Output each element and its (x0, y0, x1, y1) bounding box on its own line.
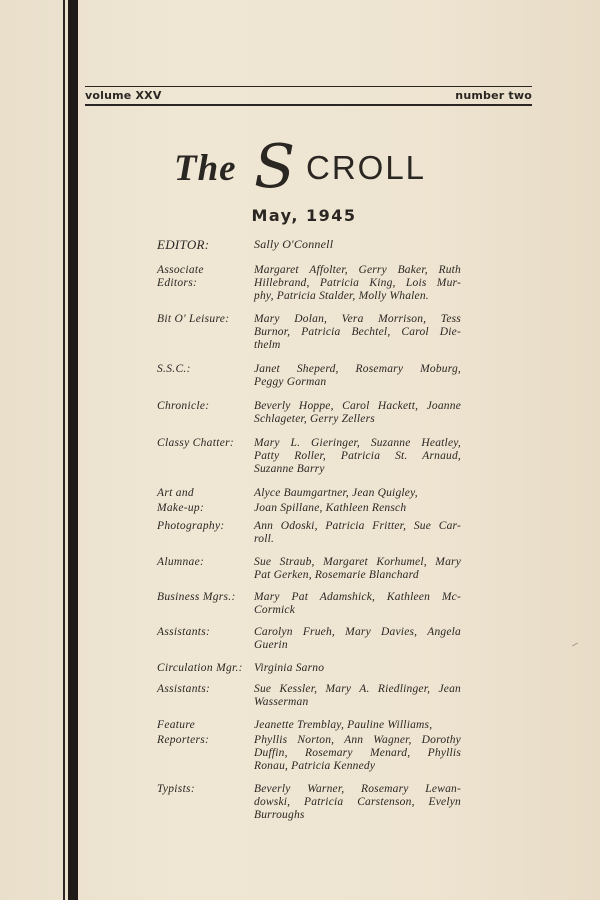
staff-names (254, 719, 461, 732)
staff-role-line: Photography: (157, 520, 225, 532)
staff-role (157, 683, 257, 696)
staff-role-line: S.S.C.: (157, 363, 191, 375)
staff-entry (157, 363, 467, 389)
staff-entry (157, 683, 467, 709)
staff-names (254, 626, 461, 652)
staff-role-line: Art and (157, 487, 194, 499)
staff-names-line: Mary L. Gieringer, Suzanne Heatley, (254, 437, 461, 449)
staff-entry (157, 591, 467, 617)
staff-role (157, 734, 257, 747)
staff-names-line: Duffin, Rosemary Menard, Phyllis (254, 747, 461, 759)
staff-names (254, 556, 461, 582)
staff-names-line: Pat Gerken, Rosemarie Blanchard (254, 569, 419, 581)
staff-entry (157, 437, 467, 476)
staff-names (254, 264, 461, 303)
staff-role-line: Circulation Mgr.: (157, 662, 243, 674)
staff-role (157, 556, 257, 569)
staff-role (157, 363, 257, 376)
staff-entry (157, 719, 467, 732)
staff-names-line: dowski, Patricia Carstenson, Evelyn (254, 796, 461, 808)
staff-entry (157, 734, 467, 773)
staff-entry (157, 238, 467, 251)
staff-role (157, 313, 257, 326)
staff-entry (157, 502, 467, 515)
staff-entry (157, 487, 467, 500)
staff-entry (157, 662, 467, 675)
staff-names-line: Guerin (254, 639, 288, 651)
staff-entry (157, 264, 467, 303)
staff-names-line: Hillebrand, Patricia King, Lois Mur- (254, 277, 461, 289)
staff-role (157, 502, 257, 515)
staff-names (254, 238, 461, 251)
staff-role (157, 400, 257, 413)
staff-role-line: Chronicle: (157, 400, 210, 412)
staff-list (157, 238, 467, 830)
staff-names-line: Joan Spillane, Kathleen Rensch (254, 502, 407, 514)
staff-role-line: Assistants: (157, 626, 211, 638)
staff-role-line: Associate (157, 264, 204, 276)
staff-names-line: Sue Kessler, Mary A. Riedlinger, Jean (254, 683, 461, 695)
staff-names (254, 400, 461, 426)
staff-names (254, 487, 461, 500)
staff-role-line: Alumnae: (157, 556, 205, 568)
title-the: The (174, 148, 237, 189)
staff-role (157, 662, 257, 675)
staff-names (254, 591, 461, 617)
staff-names-line: Alyce Baumgartner, Jean Quigley, (254, 487, 418, 499)
staff-names-line: Carolyn Frueh, Mary Davies, Angela (254, 626, 461, 638)
staff-names-line: Janet Sheperd, Rosemary Moburg, (254, 363, 461, 375)
left-thin-rule (63, 0, 65, 900)
staff-role (157, 487, 257, 500)
staff-entry (157, 400, 467, 426)
staff-names-line: Phyllis Norton, Ann Wagner, Dorothy (254, 734, 461, 746)
staff-names-line: Ronau, Patricia Kennedy (254, 760, 376, 772)
title-scroll: CROLL (306, 149, 427, 186)
staff-role-line: Reporters: (157, 734, 210, 746)
staff-entry (157, 520, 467, 546)
staff-role-line: Editors: (157, 277, 198, 289)
staff-role (157, 591, 257, 604)
staff-names (254, 363, 461, 389)
staff-role (157, 520, 257, 533)
staff-role-line: Typists: (157, 783, 195, 795)
staff-names-line: Wasserman (254, 696, 309, 708)
staff-names (254, 437, 461, 476)
staff-names-line: Virginia Sarno (254, 662, 325, 674)
header-rule-bottom (85, 104, 532, 106)
staff-role (157, 437, 257, 450)
staff-entry (157, 313, 467, 352)
staff-names (254, 662, 461, 675)
staff-names-line: Patty Roller, Patricia St. Arnaud, (254, 450, 461, 462)
staff-names (254, 783, 461, 822)
staff-role (157, 238, 257, 251)
staff-names-line: roll. (254, 533, 275, 545)
staff-names (254, 683, 461, 709)
header-rule-top (85, 86, 532, 87)
staff-names-line: Schlageter, Gerry Zellers (254, 413, 375, 425)
staff-names-line: Mary Dolan, Vera Morrison, Tess (254, 313, 461, 325)
title-initial-s: S (254, 132, 296, 202)
staff-names-line: Margaret Affolter, Gerry Baker, Ruth (254, 264, 461, 276)
masthead-title (174, 132, 454, 202)
staff-names-line: Sally O'Connell (254, 237, 334, 251)
staff-names-line: Suzanne Barry (254, 463, 325, 475)
staff-names-line: Jeanette Tremblay, Pauline Williams, (254, 719, 433, 731)
staff-entry (157, 556, 467, 582)
staff-names-line: Peggy Gorman (254, 376, 327, 388)
staff-role-line: Bit O' Leisure: (157, 313, 230, 325)
staff-names (254, 734, 461, 773)
staff-names-line: Burnor, Patricia Bechtel, Carol Die- (254, 326, 461, 338)
staff-names-line: Cormick (254, 604, 296, 616)
staff-role (157, 783, 257, 796)
staff-names-line: Sue Straub, Margaret Korhumel, Mary (254, 556, 461, 568)
staff-role-line: EDITOR: (157, 237, 210, 252)
staff-names-line: Burroughs (254, 809, 305, 821)
staff-names-line: phy, Patricia Stalder, Molly Whalen. (254, 290, 429, 302)
staff-role-line: Feature (157, 719, 196, 731)
staff-role-line: Assistants: (157, 683, 211, 695)
staff-names (254, 502, 461, 515)
staff-entry (157, 626, 467, 652)
left-thick-rule (68, 0, 78, 900)
staff-role-line: Make-up: (157, 502, 205, 514)
staff-names-line: thelm (254, 339, 281, 351)
staff-names-line: Beverly Warner, Rosemary Lewan- (254, 783, 461, 795)
issue-number-label: number two (455, 89, 532, 102)
staff-role (157, 264, 257, 290)
staff-role (157, 626, 257, 639)
issue-date: May, 1945 (251, 206, 357, 225)
staff-entry (157, 783, 467, 822)
staff-role-line: Classy Chatter: (157, 437, 235, 449)
staff-names (254, 520, 461, 546)
staff-names-line: Mary Pat Adamshick, Kathleen Mc- (254, 591, 461, 603)
staff-role (157, 719, 257, 732)
staff-names (254, 313, 461, 352)
staff-role-line: Business Mgrs.: (157, 591, 236, 603)
staff-names-line: Beverly Hoppe, Carol Hackett, Joanne (254, 400, 461, 412)
staff-names-line: Ann Odoski, Patricia Fritter, Sue Car- (254, 520, 461, 532)
volume-label: volume XXV (85, 89, 162, 102)
